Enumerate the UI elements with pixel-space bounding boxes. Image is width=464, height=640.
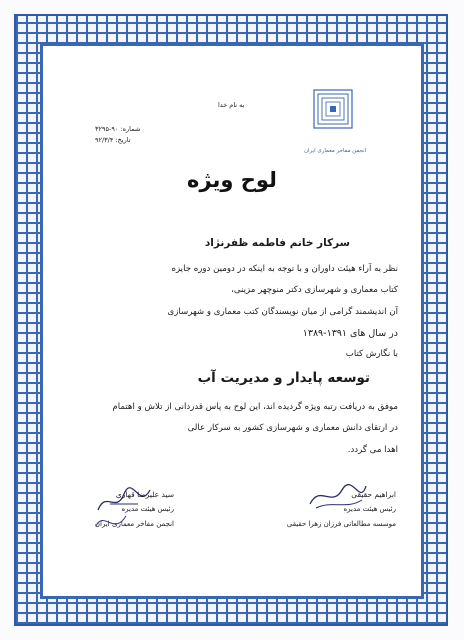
logo-caption: انجمن مفاخر معماری ایران xyxy=(304,148,367,154)
signatory-right-role: رئیس هیئت مدیره xyxy=(343,505,396,513)
body-line-2: کتاب معماری و شهرسازی دکتر منوچهر مزینی، xyxy=(231,285,398,295)
closing-line-2: در ارتقای دانش معماری و شهرسازی کشور به سرکار عالی xyxy=(187,423,398,433)
signatory-left-org: انجمن مفاخر معماری ایران xyxy=(94,520,174,528)
signatory-left-name: سید علیرضا قهاری xyxy=(115,490,174,499)
closing-line-1: موفق به دریافت رتبه ویژه گردیده اند، این لوح به پاس قدردانی از تلاش و اهتمام xyxy=(112,402,398,412)
body-line-1: نظر به آراء هیئت داوران و با توجه به اینکه در دومین دوره جایزه xyxy=(171,264,398,274)
association-logo xyxy=(306,86,360,146)
closing-line-3: اهدا می گردد. xyxy=(347,445,398,455)
signatory-right-org: موسسه مطالعاتی فرزان زهرا حقیقی xyxy=(286,520,396,528)
book-title: توسعه پایدار و مدیریت آب xyxy=(197,370,370,386)
certificate-title: لوح ویژه xyxy=(187,168,277,192)
bismillah: به نام خدا xyxy=(218,101,245,109)
signatory-right-name: ابراهیم حقیقی xyxy=(351,490,396,499)
letter-date: تاریخ: ۹۲/۳/۴ xyxy=(95,136,131,144)
signatory-left-role: رئیس هیئت مدیره xyxy=(121,505,174,513)
body-line-3: آن اندیشمند گرامی از میان نویسندگان کتب معماری و شهرسازی xyxy=(167,307,398,317)
stamp-mark xyxy=(92,506,132,542)
recipient-name: سرکار خانم فاطمه ظفرنژاد xyxy=(204,237,350,249)
letter-number: شماره: ۹۰-۳۲۹۵ xyxy=(95,125,141,133)
body-line-4: در سال های ۱۳۹۱-۱۳۸۹ xyxy=(302,328,398,339)
body-line-5: با نگارش کتاب xyxy=(345,349,398,359)
